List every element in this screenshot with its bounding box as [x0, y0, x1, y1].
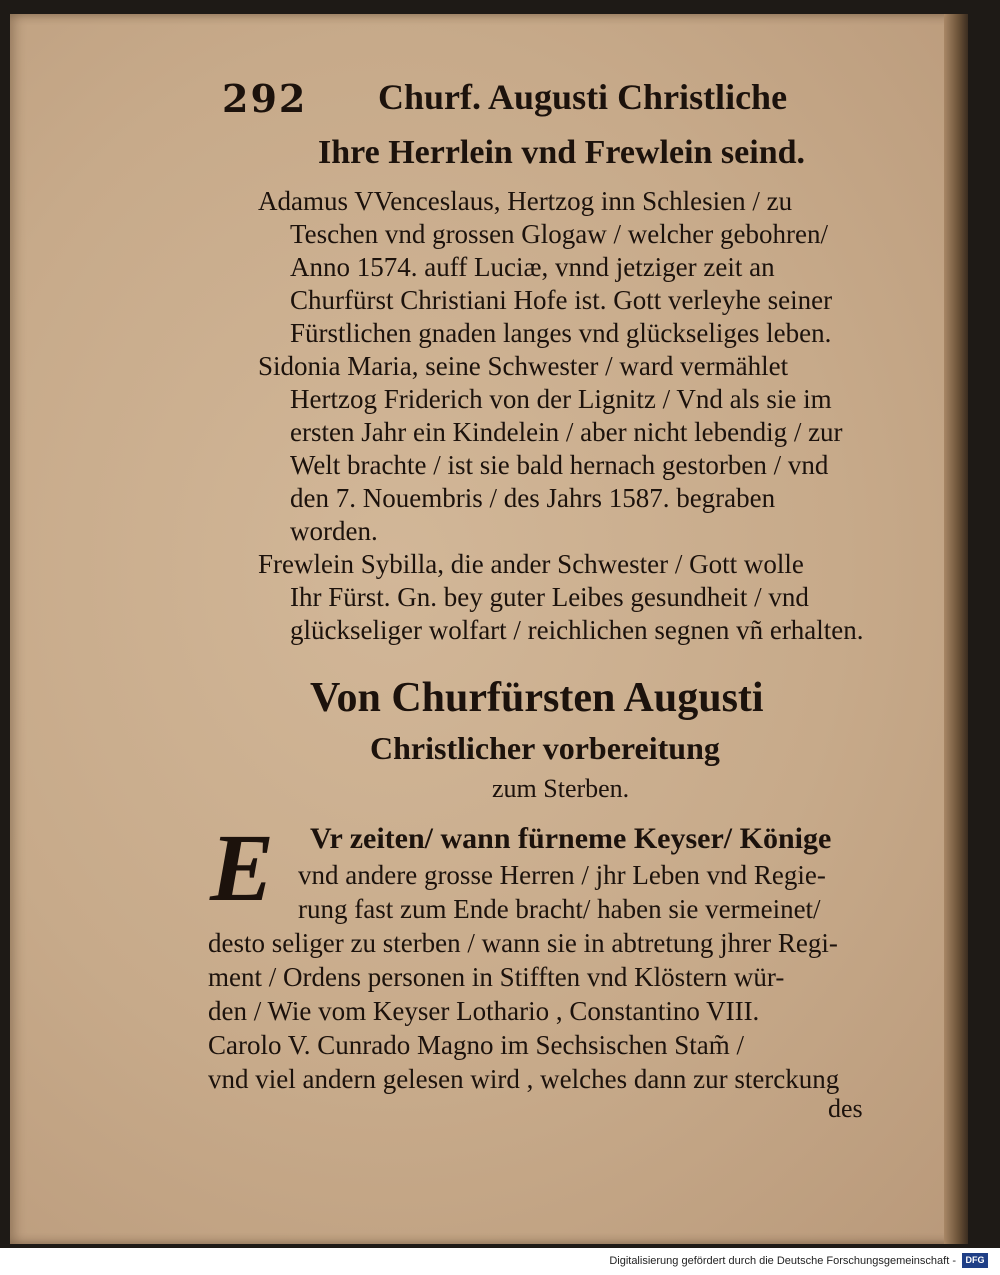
text-line: Fürstlichen gnaden langes vnd glückseliges leben. [290, 318, 832, 348]
text-line: worden. [290, 516, 378, 546]
page-edge [944, 14, 968, 1244]
footer-bar [0, 1248, 1000, 1275]
text-line: ment / Ordens personen in Stifften vnd Klöstern wür- [208, 962, 785, 992]
running-title: Churf. Augusti Christliche [378, 77, 788, 117]
chapter-heading: Von Churfürsten Augusti [310, 675, 764, 721]
text-line: Carolo V. Cunrado Magno im Sechsischen Stam̃ / [208, 1030, 744, 1060]
footer-credit: Digitalisierung gefördert durch die Deutsche Forschungsgemeinschaft - [609, 1255, 956, 1267]
text-line: Adamus VVenceslaus, Hertzog inn Schlesien / zu [258, 186, 793, 216]
text-line: Anno 1574. auff Luciæ, vnnd jetziger zeit an [290, 252, 775, 282]
text-line: vnd viel andern gelesen wird , welches dann zur sterckung [208, 1064, 840, 1094]
text-line: desto seliger zu sterben / wann sie in abtretung jhrer Regi- [208, 928, 838, 958]
text-line: ersten Jahr ein Kindelein / aber nicht lebendig / zur [290, 417, 843, 447]
text-line: Churfürst Christiani Hofe ist. Gott verleyhe seiner [290, 285, 833, 315]
text-line: Frewlein Sybilla, die ander Schwester / Gott wolle [258, 549, 804, 579]
chapter-subheading-small: zum Sterben. [492, 774, 630, 803]
section-heading: Ihre Herrlein vnd Frewlein seind. [318, 134, 806, 171]
text-line: glückseliger wolfart / reichlichen segnen vñ erhalten. [290, 615, 864, 645]
text-line: rung fast zum Ende bracht/ haben sie vermeinet/ [298, 894, 821, 924]
text-line: den 7. Nouembris / des Jahrs 1587. begraben [290, 483, 776, 513]
text-line: Hertzog Friderich von der Lignitz / Vnd als sie im [290, 384, 832, 414]
drop-cap: E [210, 814, 275, 921]
text-line: Ihr Fürst. Gn. bey guter Leibes gesundheit / vnd [290, 582, 809, 612]
book-page [10, 14, 968, 1244]
text-line: vnd andere grosse Herren / jhr Leben vnd Regie- [298, 860, 826, 890]
text-line: Sidonia Maria, seine Schwester / ward vermählet [258, 351, 789, 381]
dfg-logo-icon: DFG [962, 1253, 988, 1268]
text-line: Vr zeiten/ wann fürneme Keyser/ Könige [310, 822, 832, 855]
text-line: Welt brachte / ist sie bald hernach gestorben / vnd [290, 450, 829, 480]
text-line: Teschen vnd grossen Glogaw / welcher gebohren/ [290, 219, 828, 249]
page-number: 292 [222, 76, 308, 121]
catchword: des [828, 1094, 863, 1123]
chapter-subheading: Christlicher vorbereitung [370, 730, 720, 766]
text-line: den / Wie vom Keyser Lothario , Constantino VIII. [208, 996, 760, 1026]
